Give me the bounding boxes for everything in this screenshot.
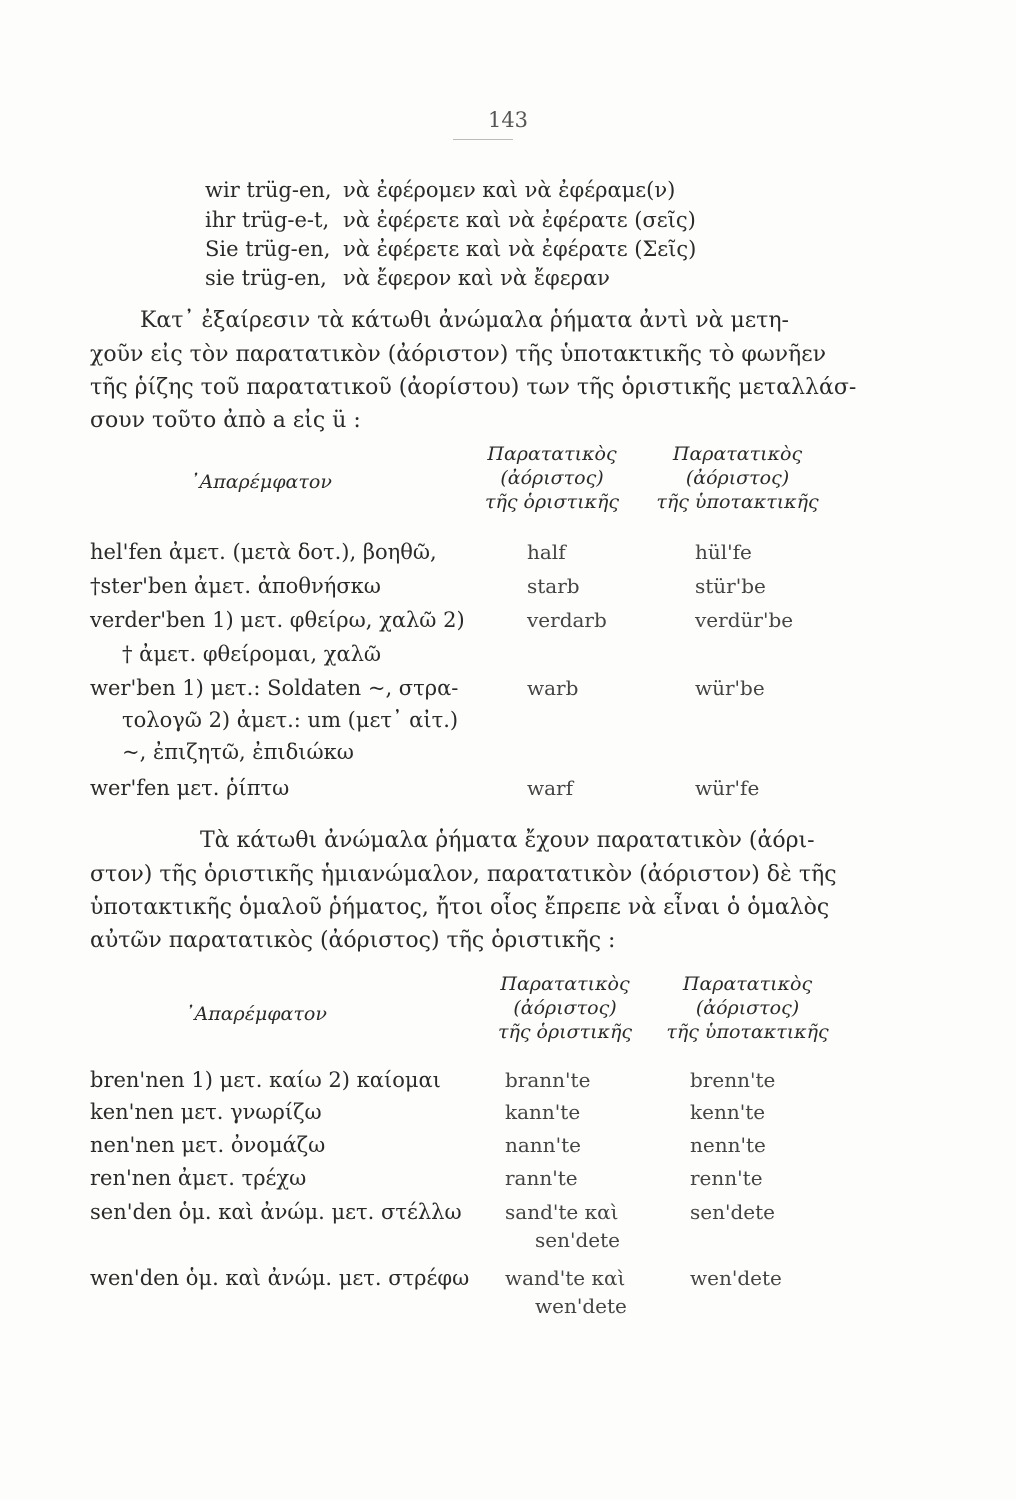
greek-form: νὰ ἐφέρετε καὶ νὰ ἐφέρατε (Σεῖς) [343, 237, 697, 261]
conjugation-line [205, 206, 696, 235]
greek-form: νὰ ἔφερον καὶ νὰ ἔφεραν [343, 266, 610, 290]
table-row-infinitive: ken'nen μετ. γνωρίζω [90, 1100, 322, 1124]
table-row-infinitive: ren'nen ἀμετ. τρέχω [90, 1166, 307, 1190]
german-form: Sie trüg-en, [205, 237, 331, 261]
table-cell-subjunctive: verdür'be [695, 608, 794, 632]
table-cell-indicative: rann'te [505, 1166, 578, 1190]
table-row-infinitive: wen'den ὁμ. καὶ ἀνώμ. μετ. στρέφω [90, 1266, 470, 1290]
header-line: (ἀόριστος) [685, 467, 790, 489]
header-line: Παρατατικὸς [500, 973, 630, 995]
conjugation-line [205, 264, 610, 293]
header-line: (ἀόριστος) [500, 467, 604, 489]
header-line: τῆς ὁριστικῆς [484, 491, 620, 513]
page-number-rule [453, 139, 513, 140]
table-row-infinitive: hel'fen ἀμετ. (μετὰ δοτ.), βοηθῶ, [90, 540, 437, 564]
table-cell-indicative: half [527, 540, 566, 564]
greek-form: νὰ ἐφέρομεν καὶ νὰ ἐφέραμε(ν) [343, 178, 676, 202]
paragraph-line: χοῦν εἰς τὸν παρατατικὸν (ἀόριστον) τῆς ὑποτακτικῆς τὸ φωνῆεν [90, 342, 827, 367]
paragraph-line: Κατ᾽ ἐξαίρεσιν τὰ κάτωθι ἀνώμαλα ῥήματα ἀντὶ νὰ μετη- [140, 308, 789, 333]
table-row-infinitive: wer'fen μετ. ῥίπτω [90, 776, 290, 800]
table-cell-subjunctive: brenn'te [690, 1068, 776, 1092]
page-number: 143 [487, 108, 529, 132]
table-cell-subjunctive: stür'be [695, 574, 766, 598]
header-line: Παρατατικὸς [672, 443, 803, 465]
table-cell-indicative: wand'te καὶ [505, 1266, 626, 1290]
table-cell-indicative: brann'te [505, 1068, 591, 1092]
header-indicative [470, 972, 660, 1044]
paragraph-line: αὐτῶν παρατατικὸς (ἀόριστος) τῆς ὁριστικῆς : [90, 928, 616, 953]
table-cell-indicative-cont: sen'dete [535, 1228, 620, 1252]
table-cell-indicative: warf [527, 776, 574, 800]
german-form: sie trüg-en, [205, 266, 327, 290]
table-cell-indicative: kann'te [505, 1100, 581, 1124]
table-cell-subjunctive: hül'fe [695, 540, 752, 564]
table-cell-indicative: starb [527, 574, 580, 598]
header-line: (ἀόριστος) [513, 997, 617, 1019]
table-cell-indicative: warb [527, 676, 579, 700]
paragraph-line: τῆς ῥίζης τοῦ παρατατικοῦ (ἀορίστου) των τῆς ὁριστικῆς μεταλλάσ- [90, 375, 857, 400]
header-line: τῆς ὑποτακτικῆς [656, 491, 819, 513]
table-row-infinitive: sen'den ὁμ. καὶ ἀνώμ. μετ. στέλλω [90, 1200, 462, 1224]
table-cell-indicative: sand'te καὶ [505, 1200, 619, 1224]
table-row-infinitive: †ster'ben ἀμετ. ἀποθνήσκω [90, 574, 381, 598]
header-infinitive: ᾿Απαρέμφατον [190, 471, 332, 493]
table-row-continuation: ~, ἐπιζητῶ, ἐπιδιώκω [122, 740, 354, 764]
header-subjunctive [650, 972, 845, 1044]
german-form: wir trüg-en, [205, 178, 332, 202]
table-row-continuation: † ἀμετ. φθείρομαι, χαλῶ [122, 642, 382, 666]
table-cell-subjunctive: wür'fe [695, 776, 760, 800]
german-form: ihr trüg-e-t, [205, 208, 330, 232]
table-cell-subjunctive: nenn'te [690, 1133, 766, 1157]
header-line: τῆς ὁριστικῆς [497, 1021, 633, 1043]
table-row-continuation: τολογῶ 2) ἀμετ.: um (μετ᾽ αἰτ.) [122, 708, 459, 732]
table-row-infinitive: nen'nen μετ. ὀνομάζω [90, 1133, 326, 1157]
paragraph-line: Τὰ κάτωθι ἀνώμαλα ῥήματα ἔχουν παρατατικὸν (ἀόρι- [200, 828, 815, 853]
table-cell-indicative: verdarb [527, 608, 607, 632]
paragraph-line: σουν τοῦτο ἀπὸ a εἰς ü : [90, 408, 361, 433]
table-row-infinitive: wer'ben 1) μετ.: Soldaten ~, στρα- [90, 676, 459, 700]
header-indicative [462, 442, 642, 514]
table-row-infinitive: bren'nen 1) μετ. καίω 2) καίομαι [90, 1068, 441, 1092]
greek-form: νὰ ἐφέρετε καὶ νὰ ἐφέρατε (σεῖς) [343, 208, 696, 232]
table-cell-subjunctive: kenn'te [690, 1100, 766, 1124]
conjugation-line [205, 235, 696, 264]
table-cell-subjunctive: sen'dete [690, 1200, 775, 1224]
header-line: τῆς ὑποτακτικῆς [666, 1021, 829, 1043]
paragraph-line: στον) τῆς ὁριστικῆς ἡμιανώμαλον, παρατατικὸν (ἀόριστον) δὲ τῆς [90, 862, 837, 887]
table-cell-subjunctive: wen'dete [690, 1266, 782, 1290]
table-cell-indicative: nann'te [505, 1133, 581, 1157]
table-cell-subjunctive: renn'te [690, 1166, 763, 1190]
table-cell-indicative-cont: wen'dete [535, 1294, 627, 1318]
header-subjunctive [645, 442, 830, 514]
conjugation-line [205, 176, 675, 205]
header-line: Παρατατικὸς [487, 443, 617, 465]
table-row-infinitive: verder'ben 1) μετ. φθείρω, χαλῶ 2) [90, 608, 465, 632]
paragraph-line: ὑποτακτικῆς ὁμαλοῦ ῥήματος, ἤτοι οἷος ἔπρεπε νὰ εἶναι ὁ ὁμαλὸς [90, 895, 830, 920]
header-line: (ἀόριστος) [695, 997, 800, 1019]
header-infinitive: ᾿Απαρέμφατον [185, 1003, 327, 1025]
table-cell-subjunctive: wür'be [695, 676, 765, 700]
header-line: Παρατατικὸς [682, 973, 813, 995]
